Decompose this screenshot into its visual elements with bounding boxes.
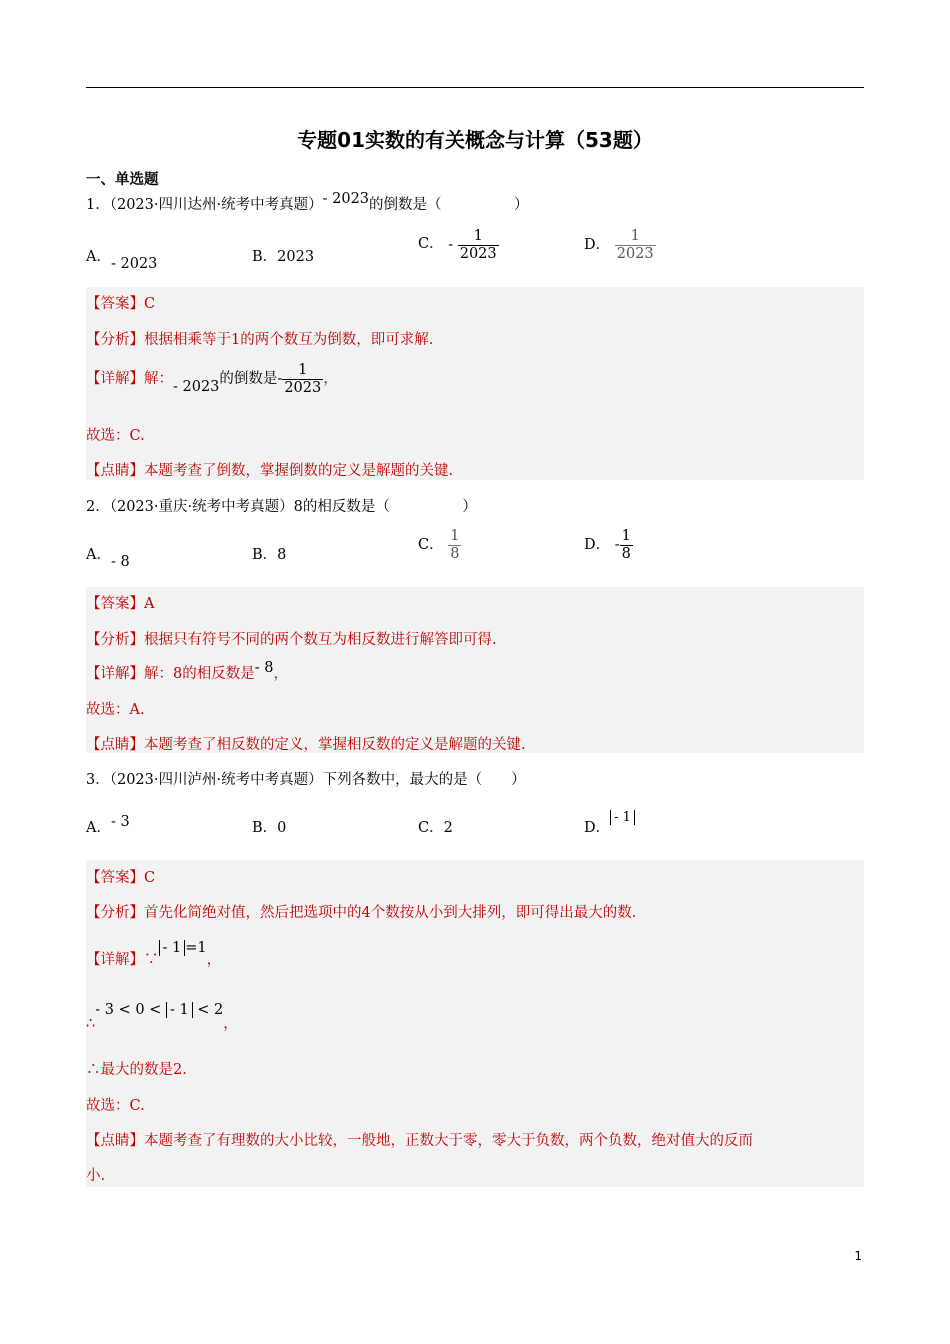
question-tail: 的倒数是（ ） (369, 197, 529, 213)
q1-option-b: B．2023 (252, 249, 315, 265)
q2-option-c: C． $\frac{1}{8}$ (418, 528, 460, 562)
q2-analysis: 【分析】根据只有符号不同的两个数互为相反数进行解答即可得. (86, 632, 497, 648)
question-number: 1． (86, 197, 110, 213)
question-source: （2023·四川达州·统考中考真题） (109, 197, 323, 213)
q3-answer: 【答案】C (86, 870, 156, 886)
q3-option-b: B．0 (252, 820, 287, 836)
q3-inequality: ∴- 3 < 0 < - 1 < 2， (86, 1002, 238, 1032)
question-text: （2023·四川泸州·统考中考真题）下列各数中，最大的是（ ） (109, 772, 526, 788)
q1-detail: 【详解】解：- 2023的倒数是- $\frac{1}{2023}$ ， (86, 362, 338, 396)
q3-comment-line-1: 【点睛】本题考查了有理数的大小比较，一般地，正数大于零，零大于负数，两个负数，绝对值大的反而 (86, 1133, 753, 1149)
section-heading: 一、单选题 (86, 172, 159, 188)
q1-option-c: C． - $\frac{1}{2023}$ (418, 228, 497, 262)
q2-option-a: A．- 8 (86, 547, 130, 570)
question-number: 2． (86, 499, 110, 515)
q3-detail: 【详解】∵- 1 =1， (86, 940, 222, 968)
q1-analysis: 【分析】根据相乘等于1的两个数互为倒数，即可求解. (86, 332, 434, 348)
q3-analysis: 【分析】首先化简绝对值，然后把选项中的4个数按从小到大排列，即可得出最大的数. (86, 905, 637, 921)
q3-comment-line-2: 小. (86, 1168, 106, 1184)
q1-answer: 【答案】C (86, 296, 156, 312)
header-rule (86, 87, 864, 88)
q2-detail: 【详解】解：8的相反数是- 8， (86, 660, 288, 682)
question-3-stem (86, 768, 526, 789)
q3-option-d: D．- 1 (584, 816, 635, 837)
q2-answer: 【答案】A (86, 596, 155, 612)
q1-option-a: A．- 2023 (86, 249, 158, 272)
q3-option-a: A．- 3 (86, 814, 130, 836)
page-title: 专题01实数的有关概念与计算（53题） (297, 128, 653, 152)
math-expression: - 2023 (322, 191, 370, 207)
q1-choose: 故选：C. (86, 428, 145, 444)
q2-comment: 【点睛】本题考查了相反数的定义，掌握相反数的定义是解题的关键. (86, 737, 526, 753)
q2-option-d: D． - $\frac{1}{8}$ (584, 528, 631, 562)
question-2-stem (86, 495, 477, 516)
question-text: （2023·重庆·统考中考真题）8的相反数是（ ） (109, 499, 477, 515)
question-number: 3． (86, 772, 110, 788)
q1-option-d: D． $\frac{1}{2023}$ (584, 228, 654, 262)
q3-max: ∴最大的数是2. (86, 1062, 187, 1078)
q2-option-b: B．8 (252, 547, 287, 563)
q2-choose: 故选：A. (86, 702, 145, 718)
q3-choose: 故选：C. (86, 1098, 145, 1114)
page-number: 1 (854, 1249, 862, 1263)
q1-comment: 【点睛】本题考查了倒数，掌握倒数的定义是解题的关键. (86, 463, 454, 479)
question-1-stem (86, 193, 529, 214)
q3-option-c: C．2 (418, 820, 453, 836)
